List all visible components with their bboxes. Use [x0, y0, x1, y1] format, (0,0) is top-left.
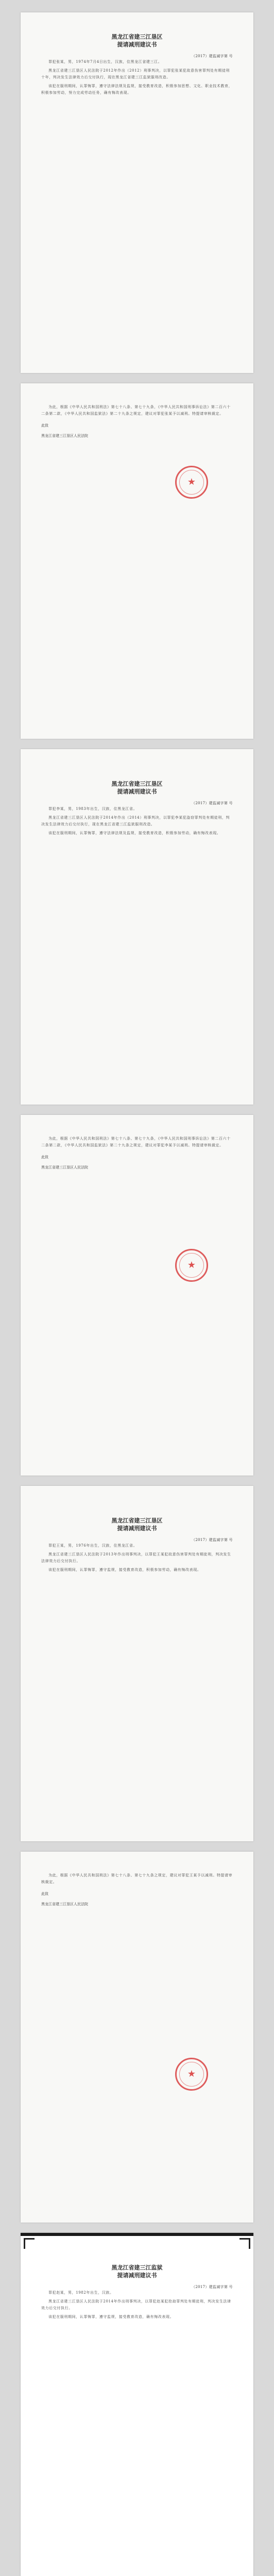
- paragraph: 黑龙江省建三江垦区人民法院于2014年作出刑事判决，以罪犯赵某犯抢劫罪判处有期徒刑，判决发生法律效力后交付执行。: [41, 2299, 231, 2310]
- signature: 黑龙江省建三江垦区人民法院: [41, 434, 88, 438]
- signature: 黑龙江省建三江垦区人民法院: [41, 1902, 88, 1906]
- header-line-2: 提请减刑建议书: [117, 41, 157, 48]
- paragraph: 为此，根据《中华人民共和国刑法》第七十八条、第七十九条之规定，建议对罪犯王某予以减刑。特提请审核裁定。: [41, 1873, 233, 1884]
- scan-corner: [24, 2238, 35, 2249]
- document-page-1-continued: [21, 383, 253, 739]
- paragraph: 为此，根据《中华人民共和国刑法》第七十八条、第七十九条，《中华人民共和国刑事诉讼法》第二百六十二条第二款，《中华人民共和国监狱法》第二十九条之规定，建议对罪犯李某予以减刑。特提请审核裁定。: [41, 1137, 231, 1147]
- document-page-2: [21, 749, 253, 1105]
- paragraph: 该犯在服刑期间，认罪悔罪，遵守法律法规及监规，接受教育改造，积极参加劳动，确有悔改表现。: [48, 831, 221, 835]
- header-line-1: 黑龙江省建三江垦区: [111, 781, 163, 787]
- paragraph: 罪犯王某，男，1976年出生，汉族，住黑龙江省。: [48, 1544, 138, 1548]
- scan-corner: [239, 2238, 250, 2249]
- document-page-1: [21, 12, 253, 373]
- header-line-1: 黑龙江省建三江监狱: [111, 2264, 163, 2271]
- paragraph: 罪犯赵某，男，1982年出生，汉族。: [48, 2291, 114, 2295]
- header-line-2: 提请减刑建议书: [117, 1525, 157, 1532]
- document-number: （2017）建监减字第 号: [192, 54, 233, 58]
- page-header: [41, 33, 233, 48]
- paragraph: 该犯在服刑期间，认罪悔罪，遵守监规，接受教育改造，确有悔改表现。: [48, 2315, 174, 2319]
- document-page-4: [21, 2233, 253, 2576]
- paragraph: 为此，根据《中华人民共和国刑法》第七十八条、第七十九条，《中华人民共和国刑事诉讼法》第二百六十二条第二款，《中华人民共和国监狱法》第二十九条之规定，建议对罪犯张某予以减刑。特提请审核裁定。: [41, 405, 231, 416]
- document-number: （2017）建监减字第 号: [192, 1538, 233, 1542]
- header-line-2: 提请减刑建议书: [117, 2272, 157, 2279]
- header-line-2: 提请减刑建议书: [117, 788, 157, 795]
- addressee: 此致: [41, 423, 48, 428]
- addressee: 此致: [41, 1155, 48, 1159]
- document-number: （2017）建监减字第 号: [192, 801, 233, 805]
- paragraph: 罪犯李某，男，1983年出生，汉族，住黑龙江省。: [48, 807, 138, 811]
- official-seal-icon: ★: [175, 1249, 208, 1282]
- document-page-3-continued: [21, 1852, 253, 2223]
- page-header: [41, 2264, 233, 2279]
- document-page-2-continued: [21, 1115, 253, 1476]
- scan-border: [21, 2233, 253, 2236]
- official-seal-icon: ★: [175, 2058, 208, 2091]
- signature: 黑龙江省建三江垦区人民法院: [41, 1165, 88, 1170]
- addressee: 此致: [41, 1892, 48, 1896]
- document-page-3: [21, 1486, 253, 1841]
- paragraph: 该犯在服刑期间，认罪悔罪，遵守监规，接受教育改造，积极参加劳动，确有悔改表现。: [48, 1568, 201, 1572]
- paragraph: 黑龙江省建三江垦区人民法院于2012年作出（2012）刑事判决，以罪犯张某犯故意伤害罪判处有期徒刑十年，判决发生法律效力后交付执行，现在黑龙江省建三江监狱服刑改造。: [41, 69, 230, 79]
- header-line-1: 黑龙江省建三江垦区: [111, 1517, 163, 1524]
- page-header: [41, 1517, 233, 1532]
- header-line-1: 黑龙江省建三江垦区: [111, 33, 163, 40]
- paragraph: 该犯在服刑期间，认罪悔罪，遵守法律法规及监规，接受教育改造，积极参加思想、文化、职业技术教育，积极参加劳动，努力完成劳动任务，确有悔改表现。: [41, 84, 233, 95]
- official-seal-icon: ★: [175, 466, 208, 499]
- paragraph: 黑龙江省建三江垦区人民法院于2013年作出刑事判决，以罪犯王某犯故意伤害罪判处有期徒刑，判决发生法律效力后交付执行。: [41, 1552, 231, 1563]
- paragraph: 罪犯张某，男，1974年7月4日出生，汉族，住黑龙江省建三江。: [48, 60, 162, 64]
- page-header: [41, 780, 233, 795]
- paragraph: 黑龙江省建三江垦区人民法院于2014年作出（2014）刑事判决，以罪犯李某犯盗窃罪判处有期徒刑，判决发生法律效力后交付执行，现在黑龙江省建三江监狱服刑改造。: [41, 816, 230, 826]
- document-number: （2017）建监减字第 号: [192, 2285, 233, 2289]
